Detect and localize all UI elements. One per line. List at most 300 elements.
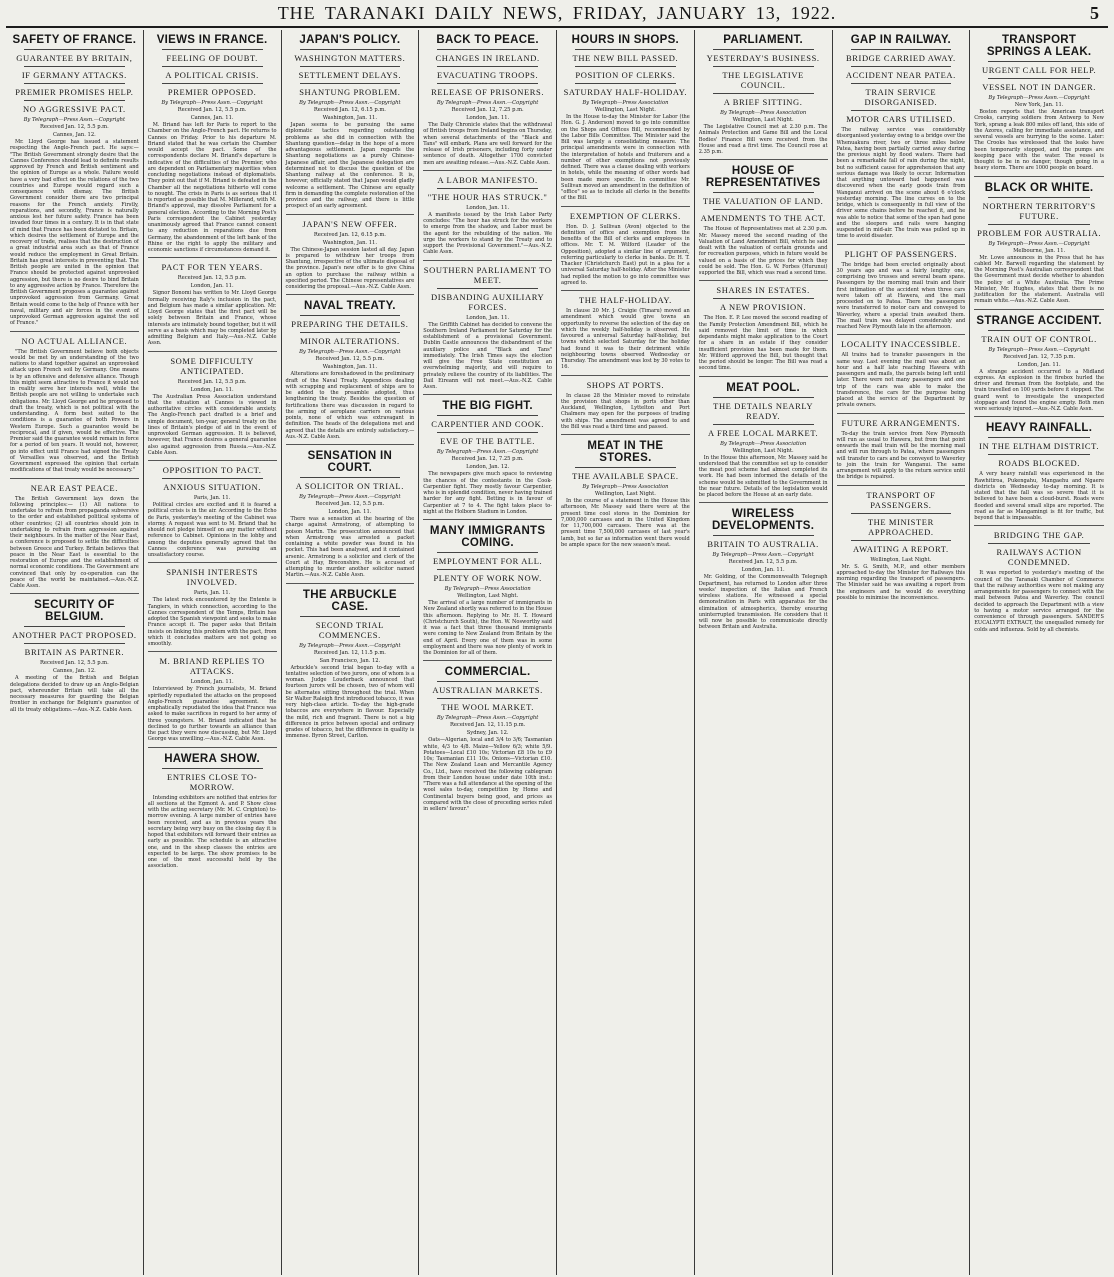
article-subsection	[837, 485, 966, 602]
article-body: A meeting of the British and Belgian delegations decided to draw up an Anglo-Belgian pact, whereunder Britain will take all the necessary measures for guarding the Belgian frontier in exchange for Belgium's guarantee of all its treaty obligations.—Aus.-N.Z. Cable Assn.	[10, 675, 139, 713]
article-deck: NO ACTUAL ALLIANCE.	[21, 335, 128, 346]
article-subsection	[699, 280, 828, 371]
article-dateline: London, Jan. 11.	[466, 115, 510, 121]
article-subsection	[10, 478, 139, 590]
article-received: Received Jan. 12, 6.15 p.m.	[313, 107, 386, 113]
article-deck: THE LEGISLATIVE COUNCIL.	[722, 70, 804, 90]
article-byline: By Telegraph—Press Assn.—Copyright	[712, 552, 814, 559]
article-deck: SATURDAY HALF-HOLIDAY.	[563, 87, 688, 97]
article	[974, 416, 1104, 521]
article-deck: THE AVAILABLE SPACE.	[572, 471, 679, 481]
article-received: Received Jan. 12, 5.5 p.m.	[40, 124, 109, 130]
article-deck: TRAIN OUT OF CONTROL.	[981, 333, 1097, 344]
column-7	[833, 30, 971, 1275]
deck-rule	[24, 66, 125, 67]
article-dateline: San Francisco, Jan. 12.	[319, 657, 381, 664]
article	[10, 593, 139, 713]
article-headline: HEAVY RAINFALL.	[985, 422, 1093, 435]
deck-rule	[988, 437, 1090, 438]
article-deck: AUSTRALIAN MARKETS.	[432, 685, 543, 696]
article	[699, 34, 828, 155]
article-headline: JAPAN'S POLICY.	[299, 34, 401, 46]
article-body: The Chinese-Japan session lasted all day. Japan is prepared to withdraw her troops from Shantung, irrespective of the ultimate disposal of the province. Japan's new offer is to give China an option to purchase the railway within a specified period. The Chinese representatives are considering the proposal.—Aus.-N.Z. Cable Assn.	[285, 246, 415, 290]
article-body: M. Briand has left for Paris to report to the Chamber on the Anglo-French pact. He returns to Cannes on Friday. Prior to his departure M. Briand stated that he was certain the Chamber would accept the pact. Some of the correspondents declare M. Briand's departure is indicative of the difficulties of the Premier, who are dependent on Parliamentary majorities when concluding negotiations instead of diplomatists. They point out that if M. Briand is defeated in the Chamber all the negotiations hitherto will come to nought. The crisis in Paris is as serious that it is reported as possible that M. Millerand, with M. Briand's approval, may dissolve Parliament for a general election. According to the Morning Post's Paris correspondent the Cabinet yesterday unanimously agreed that France cannot consent to any reduction in reparations due from Germany, the abandonment of the left bank of the Rhine or the right to apply the military and economic sanctions if circumstances demand it.	[147, 122, 277, 253]
article-headline: SENSATION IN COURT.	[307, 450, 393, 474]
article	[561, 34, 690, 202]
deck-rule	[300, 332, 401, 333]
article-body: Alterations are foreshadowed in the preliminary draft of the Naval Treaty. Appendices dealing with scrapping and replacement of ships are to be added to the preamble adopted, thus lengthening the treaty. Besides the question of fortifications there was discussion in regard to the arming of aeroplane carriers on various points, none of which was extravagant in definition. The heads of the delegations met and agreed that the details are entirely satisfactory.—Aus.-N.Z. Cable Assn.	[285, 371, 415, 440]
article-headline: HOURS IN SHOPS.	[571, 34, 680, 46]
article-deck: GUARANTEE BY BRITAIN,	[16, 53, 133, 63]
deck-rule	[437, 188, 538, 189]
article-body: Mr. Golding, of the Commonwealth Telegraph Department, has returned to London after three weeks' inspection of the Italian and French wireless stations. He witnessed a special demonstration in Paris with apparatus for the elimination of atmospherics, thereby ensuring uninterrupted transmission. He considers that it will now be possible to communicate directly between Britain and Australia.	[698, 574, 828, 631]
article-subsection	[148, 460, 277, 558]
article-subsection	[837, 334, 966, 408]
column-3	[282, 30, 420, 1275]
article-headline: THE BIG FIGHT.	[442, 400, 533, 413]
article-deck: THE VALUATION OF LAND.	[702, 196, 824, 207]
article-deck: THE NEW BILL PASSED.	[572, 53, 679, 63]
article-body: Mr. Lowe announces in the Press that he has cabled Mr. Barwell regarding the statement by the Morning Post's Australian correspondent that the Government must decide whether to abandon the policy of a White Australia. The Prime Minister, Mr. Hughes, states that there is no justification for the statement. Australia will remain white.—Aus.-N.Z. Cable Assn.	[974, 254, 1104, 305]
article-received: Received Jan. 12, 7.25 p.m.	[451, 456, 524, 463]
article	[423, 34, 552, 166]
deck-rule	[437, 552, 538, 553]
deck-rule	[437, 83, 538, 84]
article-byline: By Telegraph—Press Assn.—Copyright	[436, 715, 539, 722]
article-received: Received Jan. 12, 7.35 p.m.	[1003, 353, 1076, 360]
deck-rule	[988, 78, 1090, 79]
article-received: Received Jan. 12, 5.5 p.m.	[177, 378, 247, 385]
article-deck: AMENDMENTS TO THE ACT.	[700, 213, 826, 224]
article-byline: By Telegraph—Press Association	[582, 100, 669, 106]
deck-rule	[300, 315, 401, 316]
article-byline: By Telegraph—Press Assn.—Copyright	[299, 494, 401, 500]
deck-rule	[851, 540, 952, 541]
article-dateline: New York, Jan. 11.	[1014, 102, 1064, 108]
article	[974, 309, 1104, 413]
masthead-title: THE TARANAKI DAILY NEWS, FRIDAY, JANUARY 13, 1922.	[277, 2, 837, 23]
article-deck: PREPARING THE DETAILS.	[291, 319, 409, 330]
article-byline: By Telegraph—Press Assn.—Copyright	[436, 449, 539, 456]
article-deck: M. BRIAND REPLIES TO ATTACKS.	[159, 656, 265, 677]
article-headline: NAVAL TREATY.	[303, 300, 396, 313]
article-deck: CARPENTIER AND COOK.	[431, 419, 545, 430]
article-deck: A POLITICAL CRISIS.	[165, 70, 259, 80]
article-body: It was reported to yesterday's meeting of the council of the Taranaki Chamber of Commerce that the railway authorities were not making any arrangements for passengers to connect with the mail between Patea and Waverley. The council decided to approach the Department with a view to having a motor service arranged for the convenience of through passengers. SANDER'S EUCALYPTI EXTRACT, the unequalled remedy for colds and influenza. Sold by all chemists.	[974, 570, 1104, 633]
masthead	[6, 0, 1108, 28]
page-number: 5	[1090, 3, 1100, 23]
columns	[6, 30, 1108, 1275]
article-subsection	[423, 260, 552, 391]
deck-rule	[162, 49, 263, 50]
article	[286, 34, 415, 210]
article-dateline: Wellington, Last Night.	[594, 491, 656, 497]
article-deck: EVACUATING TROOPS.	[437, 70, 539, 80]
article-byline: By Telegraph—Press Association	[444, 586, 531, 592]
deck-rule	[300, 616, 401, 617]
deck-rule	[713, 424, 814, 425]
article-deck: ACCIDENT NEAR PATEA.	[845, 70, 956, 80]
article-received: Received Jan. 12, 5.5 p.m.	[40, 660, 109, 667]
article-deck: AWAITING A REPORT.	[853, 543, 949, 554]
article-deck: BRITAIN AS PARTNER.	[24, 647, 125, 658]
article	[699, 376, 828, 499]
article	[286, 583, 415, 740]
deck-rule	[575, 66, 676, 67]
article-deck: RELEASE OF PRISONERS.	[431, 87, 545, 97]
deck-rule	[575, 467, 676, 468]
article-deck: SOME DIFFICULTY ANTICIPATED.	[170, 355, 254, 376]
deck-rule	[437, 432, 538, 433]
article-dateline: London, Jan. 11.	[328, 509, 372, 515]
deck-rule	[988, 454, 1090, 455]
article-headline: THE ARBUCKLE CASE.	[302, 588, 397, 613]
article-subsection	[286, 214, 415, 291]
article-headline: GAP IN RAILWAY.	[850, 34, 952, 46]
article-headline: STRANGE ACCIDENT.	[976, 314, 1102, 327]
article-dateline: London, Jan. 11.	[190, 283, 234, 290]
article-deck: PLIGHT OF PASSENGERS.	[844, 248, 958, 259]
article-subsection	[837, 244, 966, 331]
article-headline: SAFETY OF FRANCE.	[12, 34, 137, 46]
article-subsection	[148, 651, 277, 742]
deck-rule	[713, 397, 814, 398]
article-received: Received Jan. 12, 5.5 p.m.	[177, 275, 247, 282]
article-body: The arrival of a large number of immigrants in New Zealand shortly was referred to in the House this afternoon. Replying to Mr. H. T. Howard (Christchurch South), the Hon. W. Nosworthy said it was a fact that three thousand immigrants were coming to New Zealand from Britain by the end of April. Every one of them was in some employment and there was now plenty of work in the Dominion for all of them.	[423, 600, 552, 656]
article-body: In clause 20 Mr. J. Craigie (Timaru) moved an amendment which would give towns an opportunity to reverse the selection of the day on which the weekly half-holiday is observed. He favoured a universal Saturday half-holiday, but towns which selected Saturday for the holiday had found it was to their detriment while neighbouring towns observed Wednesday or Thursday. The amendment was lost by 30 votes to 16.	[561, 308, 690, 371]
deck-rule	[713, 93, 814, 94]
article-dateline: London, Jan. 11.	[466, 204, 510, 211]
article-body: Oats—Algerian, local and 3/4 to 3/6; Tasmanian white, 4/3 to 4/8. Maize—Yellow 6/3; white 5/9. Potatoes—Local £10 10s; Victorian £8 10s to £9 10s; Tasmanian £11 10s. Onions—Victorian £10. The New Zealand Loan and Mercantile Agency Co., Ltd., have received the following cablegram from their London house under date 10th inst.: "There was a full attendance at the opening of the wool sales to-day, competition by Home and Continental buyers being good, and prices as compared with the close of preceding series ruled in sellers' favour."	[423, 737, 552, 812]
article-body: The House of Representatives met at 2.30 p.m. Mr. Massey moved the second reading of the Valuation of Land Amendment Bill, which he said dealt with the valuation of certain grounds and for recreation purposes, which in future would be valued on a basis of the prices for which they could be sold. The Hon. G. W. Forbes (Hurunui) supported the Bill, which was read a second time.	[698, 226, 828, 276]
article	[699, 159, 828, 276]
article-headline: HAWERA SHOW.	[164, 752, 261, 765]
article-dateline: Wellington, Last Night.	[457, 593, 519, 599]
deck-rule	[437, 288, 538, 289]
article-body: Japan seems to be pursuing the same diplomatic tactics regarding outstanding problems as she did in connection with the Shantung question—delay in the hope of a more advantageous settlement. Japan regards the Shantung negotiations as a purely Chinese-Japanese affair, and the Japanese delegation are determined not to discuss the question of the Shantung railway at the conference. It is, however, officially stated that Japan would gladly welcome a settlement. The Chinese are equally firm in demanding the complete restoration of the province and the railway, and there is little prospect of an early agreement.	[285, 122, 415, 210]
article-subsection	[561, 290, 690, 371]
article-headline: MEAT IN THE STORES.	[587, 440, 664, 464]
article-body: Political circles are excited and it is feared a political crisis is in the air. According to the Echo de Paris, yesterday's meeting of the Cabinet was stormy. A request was sent to M. Briand that he should not pledge himself on any matter without reference to Cabinet. Opinions in the lobby and among the deputies generally agreed that the Cannes conference was pursuing an unsatisfactory course.	[147, 502, 277, 558]
deck-rule	[988, 330, 1090, 331]
article-deck: POSITION OF CLERKS.	[575, 70, 676, 80]
article-deck: ANOTHER PACT PROPOSED.	[12, 630, 137, 641]
article-body: All trains had to transfer passengers in the same way. Last evening the mail was about an hour and a half late reaching Hawera with passengers and mails, the parcels being left until later. There were not many passengers and one trip of the cars was able to make the transference, the cars for the purpose being placed at the service of the Department by private owners.	[836, 352, 966, 409]
article-subsection	[837, 413, 966, 481]
article-body: Arbuckle's second trial began to-day with a tentative selection of two jurors, one of whom is a woman. Judge Louderback announced that fourteen jurors will be chosen, two of whom will be alternates sitting throughout the trial. When Sir Walter Raleigh first introduced tobacco, it was very high-class article. To-day the high-grade tobaccos are everywhere in flavour. Especially the mild, rich and fragrant. There is not a big difference in price between special and ordinary grades of tobacco, but the difference in quality is immense. Byron Street, Carlton.	[285, 664, 415, 740]
column-1	[6, 30, 144, 1275]
article-body: Mr. Lloyd George has issued a statement respecting the Anglo-French pact. He says:— "The British Government strongly desire that the Cannes Conference should lead to definite results approved by French and British sentiment and the opinion of Europe as a whole. Failure would have a very bad effect on the relations of the two countries and Europe would regard such a consequence with dismay. The British Government consider there are two principal reasons for the French anxiety. Firstly, reparations, and secondly, France is naturally anxious lest her future safety. France has been invaded four times in a century. It is in that state of mind that France has been dictated to. Britain, which desires the settlement of Europe and the recovery of trade, realises that the destruction of a great industrial area such as that of France would reduce the employment in Great Britain. Britain has great interests in preventing that. The British people are united in the opinion that France should be protected against unprovoked aggression, but there is no desire to bind Britain to any aggressive action by France. Therefore the British Government proposes a guarantee against unprovoked aggression from Germany. Great Britain would come to the help of France with her naval, military and air forces in the event of unprovoked German aggression against the soil of France."	[10, 139, 139, 327]
article-received: Received Jan. 12, 11.15 p.m.	[449, 722, 526, 729]
article-deck: IN THE ELTHAM DISTRICT.	[979, 441, 1100, 452]
article-body: A very heavy rainfall was experienced in the Rawhitiroa, Pukengahu, Mangaehu and Ngaere districts on Wednesday to-day morning. It is stated that the fall was so severe that it is believed to have been a cloud-burst. Roads were flooded and several small slips are reported. The road as far as Mangamingi is fit for traffic, but beyond that is impassable.	[974, 471, 1104, 521]
article-body: In the House this afternoon, Mr. Massey said he understood that the committee set up to consider the meat pool scheme had almost completed its work. He had been informed the details of the scheme would be submitted to the Government in the near future. Details of the legislation would be placed before the House at an early date.	[698, 454, 828, 498]
article-deck: PACT FOR TEN YEARS.	[161, 262, 263, 273]
article	[148, 747, 277, 870]
deck-rule	[300, 477, 401, 478]
deck-rule	[713, 49, 814, 50]
article-body: In the House to-day the Minister for Labor (the Hon. G. J. Anderson) moved to go into committee on the Shops and Offices Bill, recommended by the Labor Bills Committee. The Minister said the Bill was largely a consolidating measure. The principal amendments were in connection with the interpretation of hotels and fruiterers and a number of other exemptions not previously defined. There was a clause dealing with workers in hotels, while the meaning of other words had been made more specific. In committee Mr. Sullivan moved an amendment in the definition of "office" so as to include all clerks in the benefits of the Bill.	[561, 114, 690, 202]
article-body: The Australian Press Association understand that the situation at Cannes is viewed in authoritative circles with considerable anxiety. The Anglo-French pact drafted is a brief and simple document, ten-year, general treaty on the lines of Britain's pledge of aid in the event of unprovoked German aggression. It is believed, however, that France desires a general guarantee also against aggression from Russia.—Aus.-N.Z. Cable Assn.	[147, 393, 277, 456]
deck-rule	[851, 66, 952, 67]
article	[699, 502, 828, 630]
article-deck: SOUTHERN PARLIAMENT TO MEET.	[423, 264, 552, 285]
article-headline: PARLIAMENT.	[723, 34, 803, 46]
article-headline: TRANSPORT SPRINGS A LEAK.	[986, 34, 1092, 58]
deck-rule	[24, 100, 125, 101]
article-deck: ENTRIES CLOSE TO-MORROW.	[167, 771, 258, 792]
deck-rule	[988, 543, 1090, 544]
deck-rule	[988, 224, 1090, 225]
deck-rule	[713, 192, 814, 193]
article	[423, 660, 552, 812]
article-deck: THE HALF-HOLIDAY.	[578, 295, 672, 305]
article-subsection	[148, 351, 277, 457]
article-deck: BRIDGING THE GAP.	[993, 530, 1085, 541]
article-deck: WASHINGTON MATTERS.	[294, 53, 406, 63]
article-deck: SHARES IN ESTATES.	[716, 285, 810, 296]
article-deck: PREMIER OPPOSED.	[167, 87, 257, 97]
article-received: Received Jan. 12, 5.5 p.m.	[315, 501, 385, 507]
deck-rule	[300, 66, 401, 67]
article-dateline: London, Jan. 11.	[466, 314, 510, 321]
article-subsection	[10, 331, 139, 474]
article-received: Received Jan. 12, 7.25 p.m.	[451, 107, 524, 113]
article-deck: A NEW PROVISION.	[720, 302, 807, 313]
article-deck: A BRIEF SITTING.	[723, 97, 803, 107]
deck-rule	[988, 197, 1090, 198]
article-deck: IF GERMANY ATTACKS.	[21, 70, 127, 80]
article-body: Intending exhibitors are notified that entries for all sections at the Egmont A. and P. Show close with the acting secretary (Mr. M. C. Crighton) to-morrow evening. A large number of entries have been received, and as in previous years the secretary being very busy on the closing day it is hoped that exhibitors will forward their entries as early as possible. The schedule is an attractive one, and in the sheep classes the entries are expected to be large. The show promises to be one of the most successful held by the association.	[147, 794, 277, 870]
deck-rule	[437, 569, 538, 570]
article-deck: PLENTY OF WORK NOW.	[433, 573, 542, 583]
column-8	[970, 30, 1108, 1275]
article-received: Received Jan. 12, 5.5 p.m.	[315, 356, 385, 363]
article-dateline: London, Jan. 11.	[741, 567, 785, 574]
article-deck: LOCALITY INACCESSIBLE.	[841, 339, 961, 350]
article-deck: THE DETAILS NEARLY READY.	[713, 400, 814, 421]
article-dateline: Cannes, Jan. 11.	[190, 115, 234, 121]
article-deck: THE WOOL MARKET.	[441, 702, 535, 713]
article-subsection	[423, 170, 552, 256]
article-headline: BACK TO PEACE.	[436, 34, 539, 46]
article	[148, 34, 277, 253]
article-deck: TRAIN SERVICE DISORGANISED.	[864, 87, 938, 107]
article-body: A manifesto issued by the Irish Labor Party concludes: "The hour has struck for the workers to emerge from the shadow, and Labor must be the agent for the rebuilding of the nation. We urge the workers to stand by the Treaty and to support the Provisional Government."—Aus.-N.Z. Cable Assn.	[423, 211, 552, 256]
article-body: The latest rock encountered by the Entente is Tangiers, in which connection, according to the Cannes correspondent of the Temps, Britain has adopted the Spanish viewpoint and seeks to make France accept it. The paper asks that Britain insists on linking this problem with the pact, from which it concludes matters are not going so smoothly.	[147, 597, 277, 647]
article-subsection	[148, 562, 277, 647]
article-body: The Legislative Council met at 2.30 p.m. The Animals Protection and Game Bill and the Local Bodies' Finance Bill were received from the House and read a first time. The Council rose at 2.35 p.m.	[698, 124, 828, 155]
deck-rule	[713, 66, 814, 67]
article-body: In the course of a statement in the House this afternoon, Mr. Massey said there were at the present time cool stores in the Dominion for 7,000,000 carcases and in the United Kingdom for 11,700,000 carcases. There was at the present time 7,500,000 carcases of last year's lamb, but so far as information went there would be ample space for the new season's meat.	[561, 498, 690, 548]
article-byline: By Telegraph—Press Assn.—Copyright	[299, 100, 401, 106]
article-deck: OPPOSITION TO PACT.	[162, 465, 262, 475]
article-deck: SETTLEMENT DELAYS.	[298, 70, 402, 80]
article-deck: PREMIER PROMISES HELP.	[15, 87, 134, 97]
deck-rule	[713, 535, 814, 536]
article-dateline: Melbourne, Jan. 11.	[1013, 247, 1066, 254]
article-dateline: London, Jan. 12.	[466, 464, 510, 471]
article-deck: SHANTUNG PROBLEM.	[299, 87, 401, 97]
article-body: The newspapers give much space to reviewing the chances of the contestants in the Cook-Carpentier fight. They mostly favour Carpentier, who is in splendid condition, never having trained harder for any fight. Betting is in favour of Carpentier at 7 to 4. The fight takes place to-night at the Holborn Stadium in London.	[423, 471, 552, 515]
article-byline: By Telegraph—Press Assn.—Copyright	[988, 240, 1090, 247]
article-headline: VIEWS IN FRANCE.	[156, 34, 268, 46]
article-headline: BLACK OR WHITE.	[984, 181, 1094, 194]
article-dateline: Cannes, Jan. 12.	[52, 132, 96, 138]
article	[10, 34, 139, 327]
article-body: "The British Government believe both objects would be met by an understanding of the two nations to stand together against an unprovoked attack upon French soil by Germany. One means is by an offensive and defensive alliance. Though this might seem attractive to France it would not in reality serve her interests well, while the British people are not willing to undertake such obligations. Mr. Lloyd George and he proposed to draft the treaty, which is not political with the understanding. A form best suited to the conditions is a guarantee of both Powers in Western Europe. Such a guarantee would be reciprocal, and if given, would be effective. The Premier said the guarantee would remain in force for a period of ten years. It would not, however, go into effect until France had signed the Treaty of Versailles was observed, and the British Government expressed the opinion that certain modifications of that treaty would be necessary."	[10, 348, 139, 474]
article-deck: MOTOR CARS UTILISED.	[846, 114, 956, 124]
deck-rule	[24, 83, 125, 84]
article-dateline: Wellington, Last Night.	[870, 556, 932, 563]
deck-rule	[437, 66, 538, 67]
deck-rule	[24, 626, 125, 627]
article-deck: DISBANDING AUXILIARY FORCES.	[430, 291, 545, 312]
deck-rule	[437, 681, 538, 682]
article-subsection	[148, 257, 277, 346]
article-deck: URGENT CALL FOR HELP.	[982, 65, 1097, 75]
article	[974, 34, 1104, 172]
article-received: Received Jan. 12, 5.5 p.m.	[177, 107, 247, 113]
article-deck: EMPLOYMENT FOR ALL.	[433, 556, 543, 566]
article-deck: BRIDGE CARRIED AWAY.	[845, 53, 956, 63]
deck-rule	[437, 49, 538, 50]
deck-rule	[300, 83, 401, 84]
article-dateline: Cannes, Jan. 12.	[52, 668, 96, 675]
article-deck: FUTURE ARRANGEMENTS.	[841, 417, 961, 428]
article-headline: MANY IMMIGRANTS COMING.	[429, 525, 546, 549]
article-dateline: London, Jan. 11.	[190, 386, 234, 393]
article-deck: CHANGES IN IRELAND.	[435, 53, 540, 63]
article-deck: EVE OF THE BATTLE.	[440, 436, 535, 447]
article	[561, 434, 690, 548]
article-headline: MEAT POOL.	[726, 381, 800, 394]
article-body: To-day the train service from New Plymouth will run as usual to Hawera, but from that point onwards the mail train will be the morning mail and will run through to Patea, where passengers will transfer to cars and be conveyed to Waverley to join the train for Wanganui. The same arrangement will apply to the return service until the bridge is repaired.	[836, 430, 966, 481]
article-deck: A SOLICITOR ON TRIAL.	[295, 481, 404, 491]
article-byline: By Telegraph—Press Assn.—Copyright	[988, 95, 1090, 101]
article-byline: By Telegraph—Press Association	[720, 440, 807, 447]
article-deck: TRANSPORT OF PASSENGERS.	[866, 489, 936, 510]
article-deck: PROBLEM FOR AUSTRALIA.	[977, 227, 1102, 238]
article-body: Mr. S. G. Smith, M.P., and other members approached to-day the Minister for Railways this morning regarding the transport of passengers. The Minister said he was awaiting a report from the engineers and he would do everything possible to minimise the inconvenience.	[836, 563, 966, 601]
article-dateline: London, Jan. 11.	[1017, 361, 1061, 368]
article-deck: BRITAIN TO AUSTRALIA.	[707, 539, 819, 550]
article-deck: ROADS BLOCKED.	[998, 458, 1080, 469]
article-deck: THE MINISTER APPROACHED.	[867, 516, 934, 537]
article-body: The bridge had been erected originally about 30 years ago and was a fairly lengthy one, comprising two trusses and several beam spans. Passengers by the morning mail train and their first intimation of the accident when three cars were taken off at Hawera, and the mail proceeded on to Patea. There the passengers were transferred to motor cars and conveyed to Waverley, where a special train awaited them. The mail train was delayed considerably and reached New Plymouth late in the afternoon.	[836, 261, 966, 330]
article-body: Signor Bonomi has written to Mr. Lloyd George formally receiving Italy's inclusion in the pact, and Belgium has made a similar application. Mr. Lloyd George states that the first pact will be solely between Britain and France, whose interests are intimately bound together, but it will serve as a basis which may be completed later by admitting Belgium and Italy.—Aus.-N.Z. Cable Assn.	[147, 290, 277, 347]
article-deck: VESSEL NOT IN DANGER.	[982, 82, 1096, 92]
article	[286, 294, 415, 440]
article-headline: SECURITY OF BELGIUM.	[34, 599, 115, 624]
article-body: Interviewed by French journalists, M. Briand spiritedly repudiated the attacks on the proposed Anglo-French guarantee agreement. He emphatically repudiated the idea that France was asked to make sacrifices in regard to her army of three youngsters. M. Briand indicated that he declined to go further towards an alliance than the pact they were now discussing, but Mr. Lloyd George was unwilling.—Aus.-N.Z. Cable Assn.	[147, 686, 277, 743]
article-deck: EXEMPTION OF CLERKS.	[569, 210, 681, 221]
deck-rule	[575, 49, 676, 50]
article-byline: By Telegraph—Press Association	[720, 110, 807, 116]
article-deck: FEELING OF DOUBT.	[166, 53, 258, 63]
article-deck: SPANISH INTERESTS INVOLVED.	[166, 567, 259, 588]
deck-rule	[851, 83, 952, 84]
deck-rule	[162, 768, 263, 769]
article-received: Received Jan. 12, 5.5 p.m.	[728, 559, 798, 566]
article	[837, 34, 966, 240]
article-deck: JAPAN'S NEW OFFER.	[302, 218, 398, 229]
article-body: The Hon. E. P. Lee moved the second reading of the Family Protection Amendment Bill, which he said removed the limit of time in which dependants might make application to the Court for a share in an estate if they consider insufficient provision has been made for them. Mr. Wilford approved the Bill, but thought that the period should be longer. The Bill was read a second time.	[698, 315, 828, 372]
article-headline: COMMERCIAL.	[444, 666, 531, 679]
column-4	[419, 30, 557, 1275]
deck-rule	[437, 415, 538, 416]
article-dateline: Sydney, Jan. 12.	[466, 730, 509, 737]
article-dateline: Wellington, Last Night.	[594, 107, 656, 113]
article-deck: "THE HOUR HAS STRUCK."	[427, 191, 548, 202]
article-dateline: Washington, Jan. 11.	[322, 239, 377, 246]
article	[423, 394, 552, 515]
article-deck: A LABOR MANIFESTO.	[437, 174, 538, 185]
deck-rule	[162, 478, 263, 479]
article-body: Boston reports that the American transport Crooks, carrying soldiers from Antwerp to New York, sprang a leak 800 miles off land, this side of the Azores, calling for immediate assistance, and several vessels are hurrying to the scene. Later: The Crooks has wirelessed that the leaks have been temporarily stopped, and the pumps are keeping pace with the water. The vessel is thought to be in no danger, though going in a heavy storm. There are 1000 people on board.	[974, 109, 1104, 172]
article-byline: By Telegraph—Press Assn.—Copyright	[436, 100, 539, 106]
article-headline: WIRELESS DEVELOPMENTS.	[711, 508, 815, 533]
article-subsection	[561, 206, 690, 287]
article-deck: NORTHERN TERRITORY'S FUTURE.	[982, 200, 1096, 221]
article-byline: By Telegraph—Press Assn.—Copyright	[23, 117, 126, 123]
deck-rule	[851, 49, 952, 50]
article-dateline: London, Jan. 11.	[190, 679, 234, 686]
column-5	[557, 30, 695, 1275]
article	[423, 519, 552, 656]
deck-rule	[300, 49, 401, 50]
article-subsection	[561, 375, 690, 431]
article-byline: By Telegraph—Press Assn.—Copyright	[299, 642, 401, 649]
article-body: The British Government lays down the following principles:— (1) All nations to undertake to refrain from propaganda subversive to the order and established political systems of other countries; (2) all countries should join in undertaking to refrain from aggression against their neighbours. In the matter of the Near East, a conference is proposed to settle the difficulties between Greece and Turkey. Britain believes that peace in the Near East is essential to the restoration of Europe and the establishment of normal economic conditions. The Government are convinced that only by co-operation can the peace of the world be maintained.—Aus.-N.Z. Cable Assn.	[10, 495, 139, 589]
deck-rule	[162, 66, 263, 67]
article	[286, 444, 415, 579]
article-deck: MINOR ALTERATIONS.	[300, 336, 400, 347]
article-body: There was a sensation at the hearing of the charge against Armstrong, of attempting to poison Martin. The prosecution announced that when Armstrong was arrested a packet containing a white powder was found in his pocket. This had been analysed, and it contained arsenic. Armstrong is a solicitor and clerk of the Court at Hay, Breconshire. He is accused of attempting to murder another solicitor named Martin.—Aus.-N.Z. Cable Assn.	[285, 516, 415, 579]
article-deck: A FREE LOCAL MARKET.	[708, 427, 819, 438]
article-dateline: Wellington, Last Night.	[732, 447, 794, 454]
article-body: The Daily Chronicle states that the withdrawal of British troops from Ireland begins on Thursday, when several detachments of the "Black and Tans" will embark. Plans are well forward for the release of Irish prisoners, including forty under sentence of death. Altogether 1700 convicted men are awaiting release.—Aus.-N.Z. Cable Assn.	[423, 122, 552, 166]
article-dateline: Washington, Jan. 11.	[322, 364, 377, 371]
article-dateline: Wellington, Last Night.	[732, 117, 794, 123]
article-body: The Griffith Cabinet has decided to convene the Southern Ireland Parliament for Saturday for the establishment of a provisional Government. Dublin Castle announces the disbandment of the auxiliary police and "Black and Tans" immediately. The Irish Times says the election will give the Free State constitution an overwhelming majority, and will require to privately relieve the country of its liabilities. The Dail Eireann will not meet.—Aus.-N.Z. Cable Assn.	[423, 321, 552, 390]
deck-rule	[713, 209, 814, 210]
deck-rule	[437, 698, 538, 699]
article-byline: By Telegraph—Press Association	[582, 484, 669, 490]
column-2	[144, 30, 282, 1275]
article-body: Hon. D. J. Sullivan (Avon) objected to the definition of office and exemption from the benefits of the Bill of clerks and employees in offices. Mr. T. M. Wilford (Leader of the Opposition), adopted a similar line of argument, referring particularly to clerks in banks. Dr. H. T. Thacker (Christchurch East) put in a plea for a universal Saturday half-holiday. After the Minister had replied the motion to go into committee was agreed to.	[561, 223, 690, 286]
deck-rule	[851, 110, 952, 111]
article-body: In clause 28 the Minister moved to reinstate the provision that shops in ports other than Auckland, Wellington, Lyttelton and Port Chalmers may open for the purposes of trading with ships. The amendment was agreed to and the Bill was read a third time and passed.	[561, 392, 690, 430]
article-deck: NO AGGRESSIVE PACT.	[22, 104, 126, 114]
article-byline: By Telegraph—Press Assn.—Copyright	[161, 100, 263, 106]
deck-rule	[713, 298, 814, 299]
article-deck: SHOPS AT PORTS.	[586, 379, 665, 390]
article-body: The railway service was considerably disorganised yesterday owing to a bridge over the Whenuakura river, two or three miles below Patea, having been partially carried away during the previous night by flood waters. There had been a remarkable fall of rain during the night, but no sufficient cause for apprehension that any serious damage was likely to occur. Information that anything untoward had happened was discovered when the early goods train from Wanganui arrived on the scene about 6 o'clock yesterday morning. The line curves on to the bridge, which is consequently in full view of the driver some chains before he reached it, and he was able to notice that some of the span had gone and the sleepers and rails were hanging suspended in mid-air. The train was pulled up in time to avoid disaster.	[836, 127, 966, 240]
article-received: Received Jan. 12, 6.15 p.m.	[313, 231, 386, 238]
article-byline: By Telegraph—Press Assn.—Copyright	[988, 346, 1090, 353]
article-deck: SECOND TRIAL COMMENCES.	[315, 619, 384, 640]
article-deck: NEAR EAST PEACE.	[30, 482, 118, 493]
article-headline: HOUSE OF REPRESENTATIVES	[705, 165, 821, 190]
deck-rule	[24, 643, 125, 644]
article-deck: YESTERDAY'S BUSINESS.	[706, 53, 820, 63]
article-byline: By Telegraph—Press Assn.—Copyright	[299, 349, 401, 356]
article-dateline: Paris, Jan. 11.	[193, 590, 231, 597]
article-body: A strange accident occurred to a Midland express. An explosion in the firebox hurled the driver and fireman from the footplate, and the train travelled on 100 yards before it stopped. The guard went to investigate the unexpected stoppage and found the engine empty. Both men were seriously injured.—Aus.-N.Z. Cable Assn.	[974, 368, 1104, 412]
deck-rule	[162, 83, 263, 84]
deck-rule	[988, 61, 1090, 62]
